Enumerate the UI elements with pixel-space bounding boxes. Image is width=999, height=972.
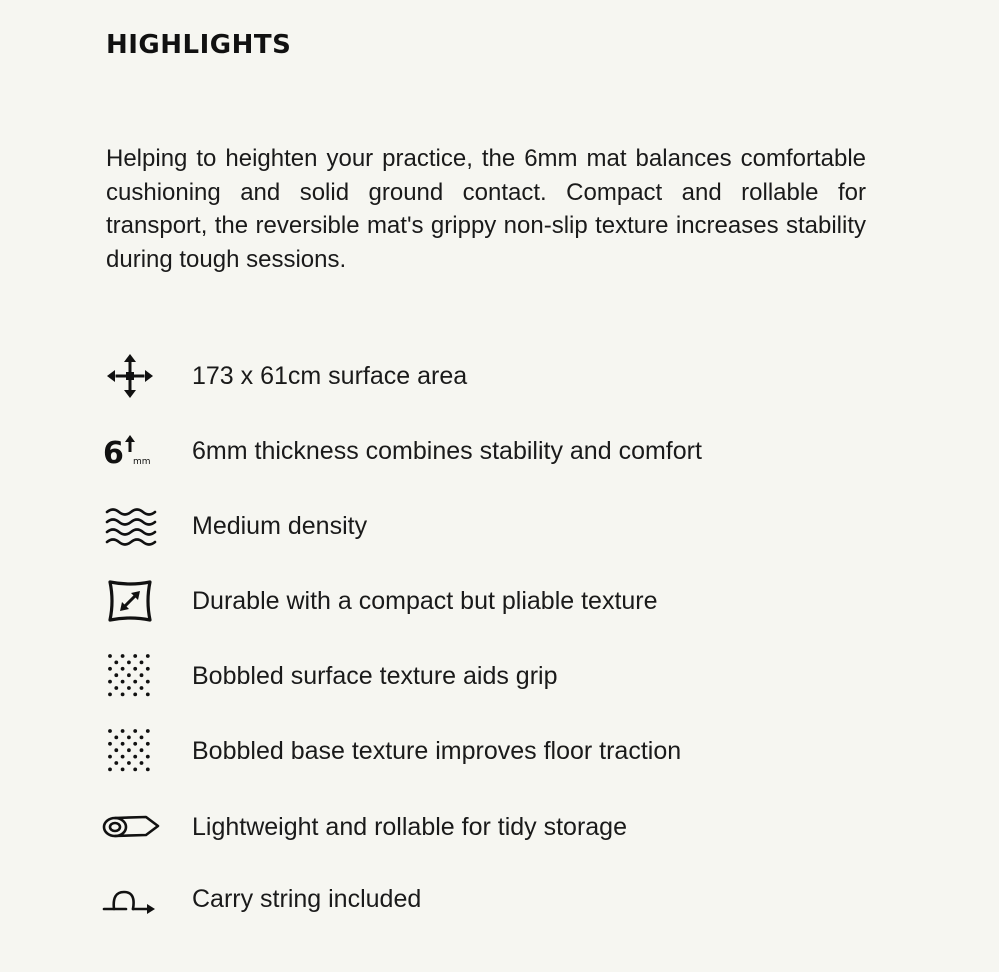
thickness-unit: mm bbox=[133, 457, 151, 467]
rolled-mat-icon bbox=[100, 802, 160, 852]
feature-item bbox=[100, 802, 900, 852]
highlights-heading: HIGHLIGHTS bbox=[106, 30, 292, 60]
feature-item bbox=[100, 576, 900, 626]
feature-item bbox=[100, 726, 900, 776]
feature-item bbox=[100, 501, 900, 551]
thickness-digit: 6 bbox=[103, 436, 124, 471]
feature-item bbox=[100, 651, 900, 701]
feature-item bbox=[100, 351, 900, 401]
highlights-intro: Helping to heighten your practice, the 6mm mat balances comfortable cushioning and solid ground contact. Compact and rollable for transport, the reversible mat's grippy non-slip texture increases stability during tough sessions. bbox=[106, 145, 866, 273]
feature-label: Medium density bbox=[192, 512, 368, 540]
feature-item bbox=[100, 874, 900, 924]
thickness-6mm-icon bbox=[100, 426, 160, 476]
feature-label: Bobbled surface texture aids grip bbox=[192, 662, 558, 690]
waves-icon bbox=[100, 501, 160, 551]
dotted-texture-icon bbox=[100, 651, 160, 701]
feature-label: 6mm thickness combines stability and comfort bbox=[192, 437, 702, 465]
move-arrows-icon bbox=[100, 351, 160, 401]
feature-label: Carry string included bbox=[192, 885, 422, 913]
feature-label: Bobbled base texture improves floor traction bbox=[192, 737, 682, 765]
feature-label: Durable with a compact but pliable texture bbox=[192, 587, 658, 615]
carry-string-icon bbox=[100, 874, 160, 924]
dotted-texture-icon bbox=[100, 726, 160, 776]
feature-item bbox=[100, 426, 900, 476]
compact-square-icon bbox=[100, 576, 160, 626]
feature-label: 173 x 61cm surface area bbox=[192, 362, 468, 390]
feature-label: Lightweight and rollable for tidy storage bbox=[192, 813, 627, 841]
